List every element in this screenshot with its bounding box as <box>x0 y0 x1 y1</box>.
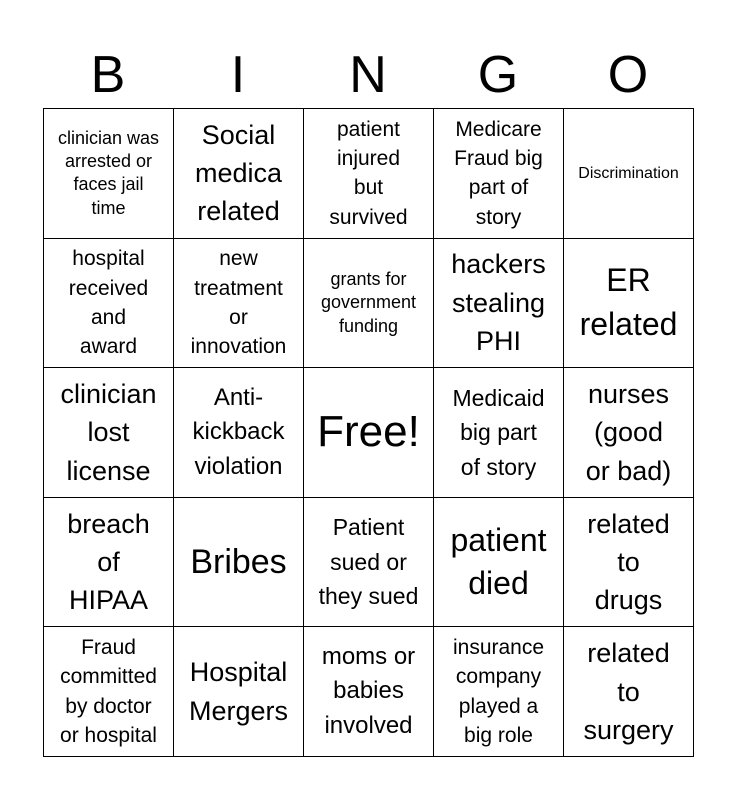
cell-label: Social medica related <box>194 119 283 227</box>
cell-label: Discrimination <box>578 164 679 182</box>
cell-label: nurses (good or bad) <box>585 378 672 486</box>
bingo-cell-5-1[interactable] <box>44 627 174 757</box>
bingo-cell-1-5[interactable] <box>564 109 694 239</box>
cell-label: ER related <box>579 262 678 342</box>
cell-label: Bribes <box>190 542 287 581</box>
bingo-cell-5-3[interactable] <box>304 627 434 757</box>
bingo-cell-4-1[interactable] <box>44 498 174 628</box>
bingo-cell-2-5[interactable] <box>564 239 694 369</box>
bingo-cell-2-3[interactable] <box>304 239 434 369</box>
bingo-cell-3-2[interactable] <box>174 368 304 498</box>
bingo-cell-4-5[interactable] <box>564 498 694 628</box>
bingo-cell-1-3[interactable] <box>304 109 434 239</box>
header-letter-b: B <box>90 46 126 104</box>
bingo-cell-4-3[interactable] <box>304 498 434 628</box>
free-space-label: Free! <box>317 407 420 457</box>
bingo-board <box>43 108 694 757</box>
header-letter-o: O <box>607 46 649 104</box>
bingo-header <box>43 42 693 108</box>
cell-label: Medicaid big part of story <box>452 384 545 480</box>
cell-label: hackers stealing PHI <box>451 249 546 357</box>
bingo-cell-2-2[interactable] <box>174 239 304 369</box>
cell-label: related to drugs <box>587 508 670 616</box>
bingo-cell-2-1[interactable] <box>44 239 174 369</box>
bingo-cell-3-1[interactable] <box>44 368 174 498</box>
bingo-cell-5-2[interactable] <box>174 627 304 757</box>
cell-label: Hospital Mergers <box>188 657 289 726</box>
header-letter-n: N <box>349 46 387 104</box>
bingo-cell-1-1[interactable] <box>44 109 174 239</box>
bingo-cell-3-4[interactable] <box>434 368 564 498</box>
cell-label: Medicare Fraud big part of story <box>454 117 543 229</box>
cell-label: related to surgery <box>583 638 674 745</box>
bingo-cell-3-5[interactable] <box>564 368 694 498</box>
bingo-cell-4-2[interactable] <box>174 498 304 628</box>
bingo-cell-1-2[interactable] <box>174 109 304 239</box>
cell-label: insurance company played a big role <box>452 635 545 748</box>
cell-label: grants for government funding <box>320 268 417 336</box>
bingo-cell-5-4[interactable] <box>434 627 564 757</box>
cell-label: Anti- kickback violation <box>192 383 285 480</box>
cell-label: Fraud committed by doctor or hospital <box>60 635 157 748</box>
bingo-cell-2-4[interactable] <box>434 239 564 369</box>
bingo-cell-5-5[interactable] <box>564 627 694 757</box>
bingo-cell-1-4[interactable] <box>434 109 564 239</box>
header-letter-g: G <box>477 46 519 104</box>
bingo-cell-3-3[interactable] <box>304 368 434 498</box>
cell-label: hospital received and award <box>68 247 149 359</box>
cell-label: patient died <box>450 521 547 602</box>
cell-label: moms or babies involved <box>321 642 416 739</box>
cell-label: clinician lost license <box>60 378 157 486</box>
cell-label: new treatment or innovation <box>190 247 287 359</box>
cell-label: patient injured but survived <box>329 117 408 229</box>
header-letter-i: I <box>230 46 246 104</box>
cell-label: breach of HIPAA <box>67 508 150 616</box>
bingo-cell-4-4[interactable] <box>434 498 564 628</box>
cell-label: Patient sued or they sued <box>318 514 419 610</box>
cell-label: clinician was arrested or faces jail time <box>57 127 160 218</box>
